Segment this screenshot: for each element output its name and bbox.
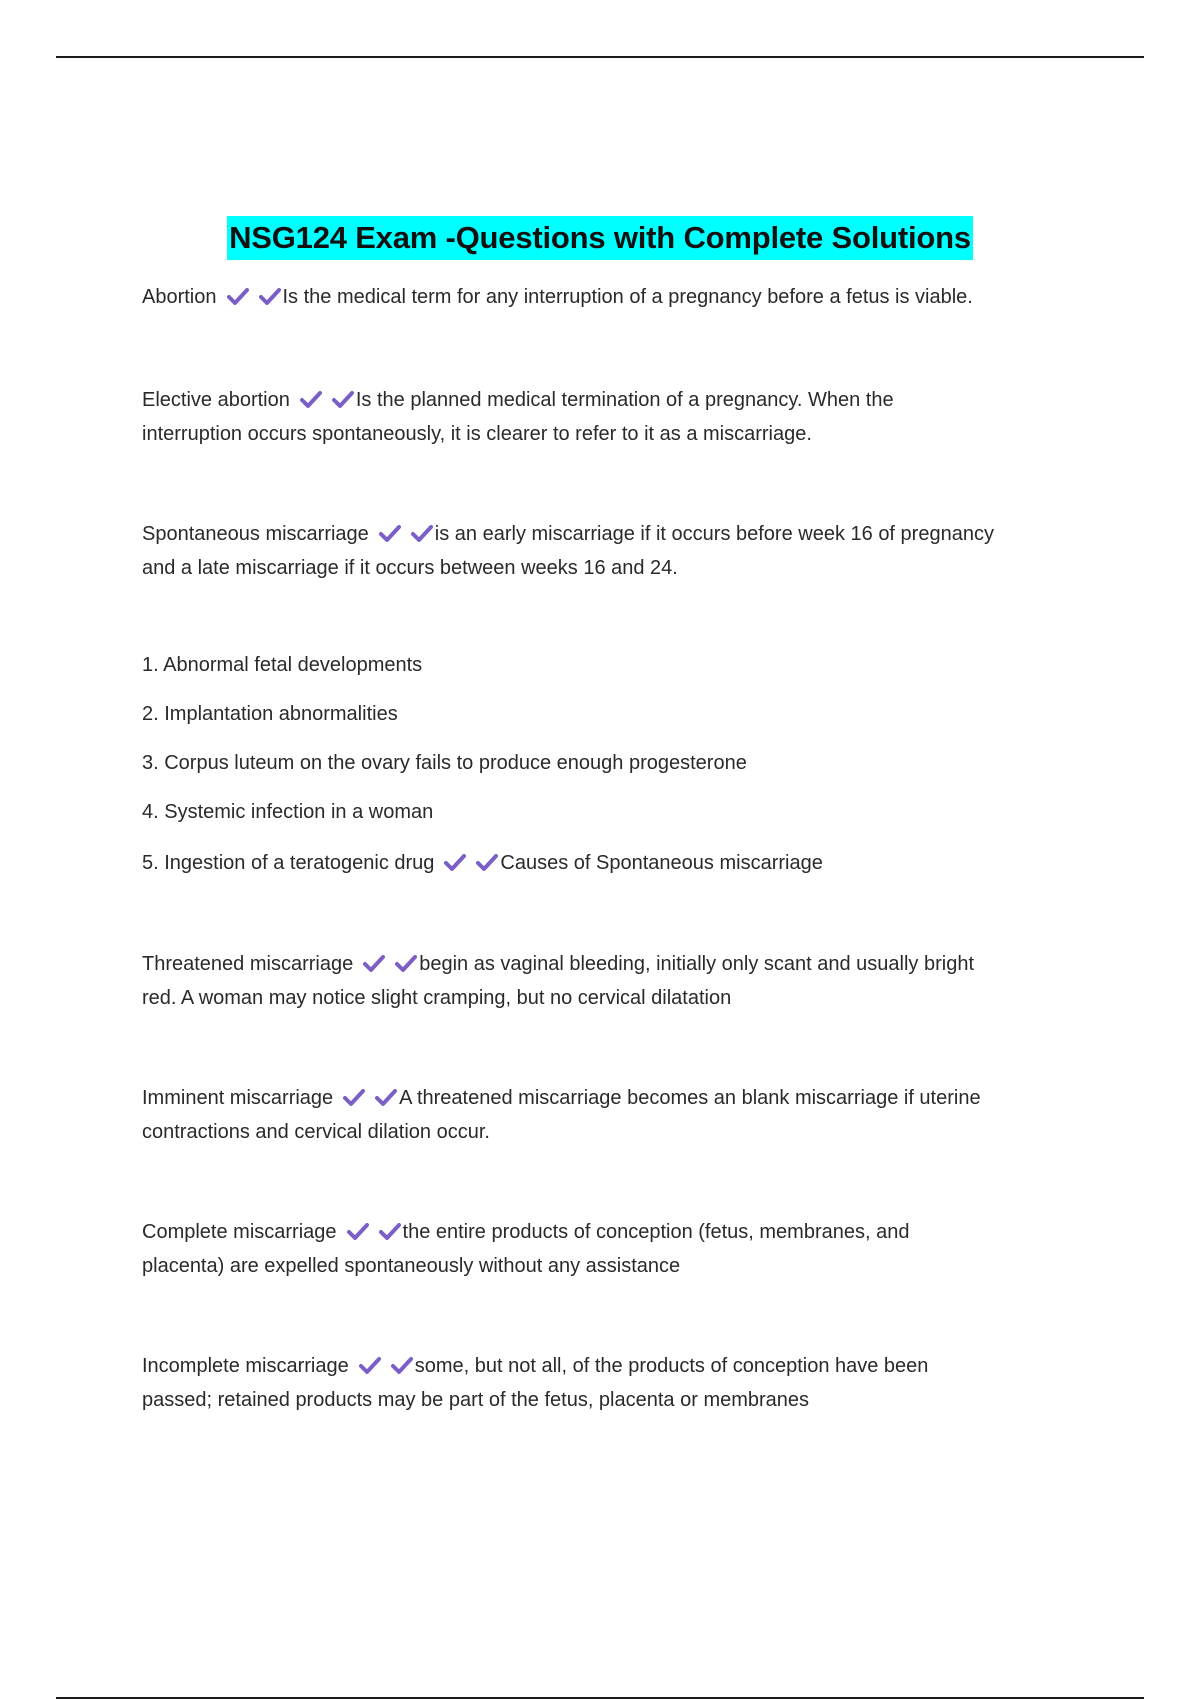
list-item: 2. Implantation abnormalities — [142, 703, 398, 725]
document-title: NSG124 Exam -Questions with Complete Solutions — [227, 216, 973, 260]
list-item-term: 5. Ingestion of a teratogenic drug — [142, 852, 435, 874]
entry-term: Complete miscarriage — [142, 1221, 337, 1243]
double-check — [359, 1349, 415, 1383]
entry-definition: A threatened miscarriage becomes an blank miscarriage if uterine — [399, 1087, 981, 1109]
entry-definition: Is the medical term for any interruption of a pregnancy before a fetus is viable. — [282, 286, 973, 308]
bottom-rule — [56, 1697, 1144, 1699]
entry-term: Imminent miscarriage — [142, 1087, 334, 1109]
entry-continuation: red. A woman may notice slight cramping, but no cervical dilatation — [142, 987, 732, 1009]
entry-definition: is an early miscarriage if it occurs before week 16 of pregnancy — [434, 523, 994, 545]
check-icon — [444, 852, 466, 872]
list-item-definition: Causes of Spontaneous miscarriage — [500, 852, 823, 874]
double-check — [347, 1215, 403, 1249]
qa-entry — [142, 947, 1062, 1015]
entry-term: Threatened miscarriage — [142, 953, 354, 975]
list-item: 4. Systemic infection in a woman — [142, 801, 434, 823]
check-icon — [259, 286, 281, 306]
entry-continuation: passed; retained products may be part of the fetus, placenta or membranes — [142, 1389, 810, 1411]
check-icon — [347, 1221, 369, 1241]
list-item: 1. Abnormal fetal developments — [142, 654, 423, 676]
double-check — [343, 1081, 399, 1115]
entry-term: Incomplete miscarriage — [142, 1355, 349, 1377]
check-icon — [476, 852, 498, 872]
check-icon — [379, 523, 401, 543]
top-rule — [56, 56, 1144, 58]
check-icon — [332, 389, 354, 409]
entry-continuation: and a late miscarriage if it occurs between weeks 16 and 24. — [142, 557, 678, 579]
entry-definition: some, but not all, of the products of conception have been — [414, 1355, 929, 1377]
double-check — [227, 280, 283, 314]
entry-term: Abortion — [142, 286, 217, 308]
entry-continuation: placenta) are expelled spontaneously without any assistance — [142, 1255, 681, 1277]
list-item-with-answer — [142, 846, 1062, 880]
check-icon — [227, 286, 249, 306]
qa-entry — [142, 1349, 1062, 1417]
entry-definition: the entire products of conception (fetus, membranes, and — [402, 1221, 910, 1243]
check-icon — [300, 389, 322, 409]
check-icon — [395, 953, 417, 973]
double-check — [300, 383, 356, 417]
double-check — [363, 947, 419, 981]
check-icon — [363, 953, 385, 973]
title-container — [0, 216, 1200, 260]
qa-entry — [142, 1081, 1062, 1149]
entry-term: Elective abortion — [142, 389, 290, 411]
entry-term: Spontaneous miscarriage — [142, 523, 369, 545]
entry-definition: Is the planned medical termination of a pregnancy. When the — [355, 389, 894, 411]
entry-continuation: interruption occurs spontaneously, it is clearer to refer to it as a miscarriage. — [142, 423, 812, 445]
check-icon — [379, 1221, 401, 1241]
qa-entry — [142, 517, 1062, 585]
entry-continuation: contractions and cervical dilation occur. — [142, 1121, 490, 1143]
list-item: 3. Corpus luteum on the ovary fails to produce enough progesterone — [142, 752, 747, 774]
check-icon — [411, 523, 433, 543]
qa-entry — [142, 383, 1062, 451]
double-check — [379, 517, 435, 551]
qa-entry — [142, 1215, 1062, 1283]
check-icon — [343, 1087, 365, 1107]
entry-definition: begin as vaginal bleeding, initially only scant and usually bright — [419, 953, 975, 975]
check-icon — [375, 1087, 397, 1107]
double-check — [444, 846, 500, 880]
check-icon — [359, 1355, 381, 1375]
check-icon — [391, 1355, 413, 1375]
qa-entry — [142, 280, 1062, 314]
